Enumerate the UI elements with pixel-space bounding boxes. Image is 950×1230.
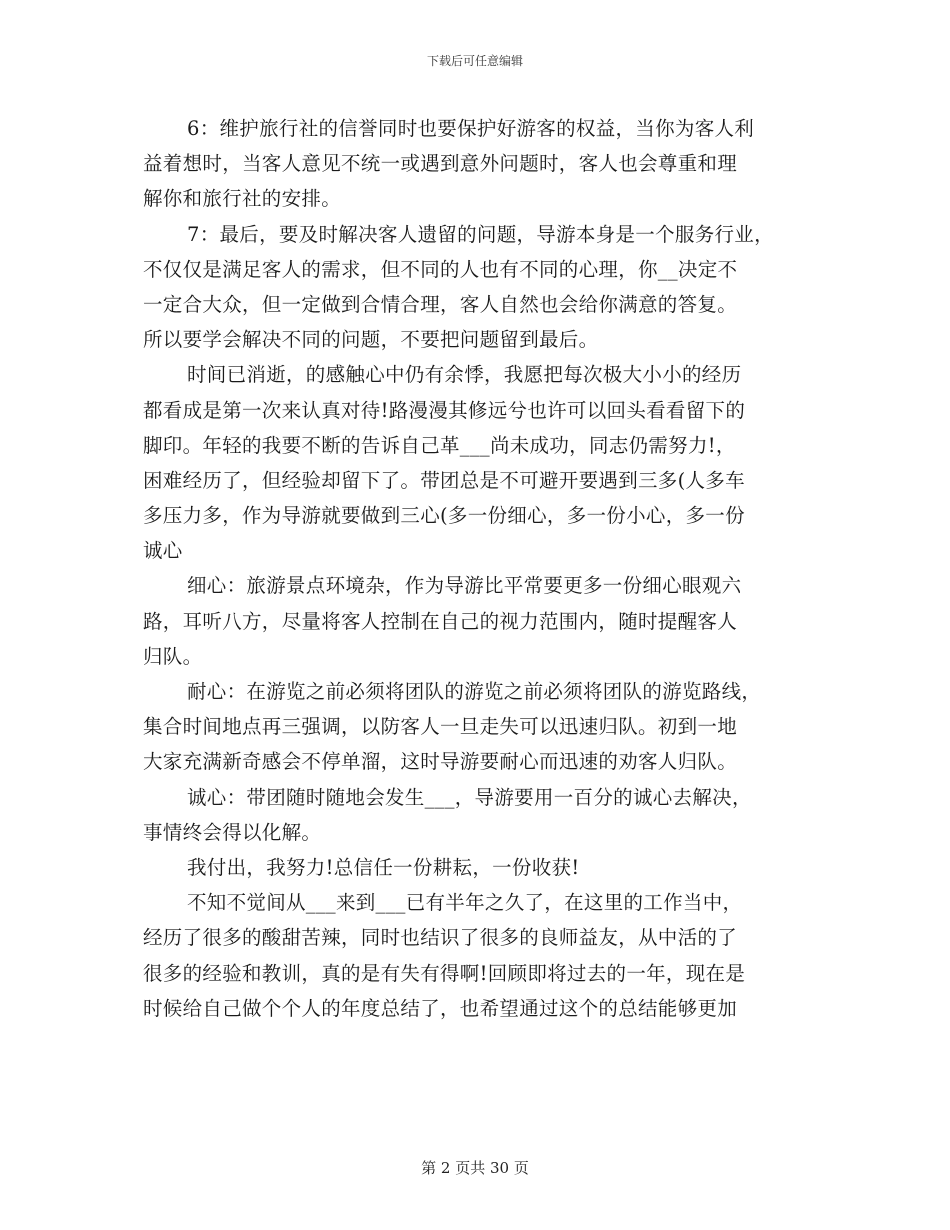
- page-header: 下载后可任意编辑: [426, 54, 523, 68]
- text-line: 路，耳听八方，尽量将客人控制在自己的视力范围内，随时提醒客人: [143, 609, 738, 633]
- text-line: 诚心: [143, 539, 183, 563]
- text-line: 诚心：带团随时随地会发生___，导游要用一百分的诚心去解决，: [187, 785, 752, 809]
- text-line: 不知不觉间从___来到___已有半年之久了，在这里的工作当中，: [187, 891, 743, 915]
- document-body: [143, 111, 807, 1026]
- text-line: 我付出，我努力!总信任一份耕耘，一份收获!: [187, 855, 580, 879]
- text-line: 6：维护旅行社的信誉同时也要保护好游客的权益，当你为客人利: [187, 117, 755, 140]
- text-line: 时间已消逝，的感触心中仍有余悸，我愿把每次极大小小的经历: [187, 363, 742, 387]
- text-line: 细心：旅游景点环境杂，作为导游比平常要更多一份细心眼观六: [187, 574, 742, 598]
- text-line: 困难经历了，但经验却留下了。带团总是不可避开要遇到三多(人多车: [143, 468, 745, 492]
- text-line: 很多的经验和教训，真的是有失有得啊!回顾即将过去的一年，现在是: [143, 961, 746, 985]
- text-line: 所以要学会解决不同的问题，不要把问题留到最后。: [143, 328, 599, 352]
- text-line: 大家充满新奇感会不停单溜，这时导游要耐心而迅速的劝客人归队。: [143, 750, 738, 774]
- text-line: 解你和旅行社的安排。: [143, 187, 342, 211]
- text-line: 一定合大众，但一定做到合情合理，客人自然也会给你满意的答复。: [143, 292, 738, 316]
- text-line: 多压力多，作为导游就要做到三心(多一份细心，多一份小心，多一份: [143, 504, 745, 528]
- text-line: 脚印。年轻的我要不断的告诉自己革___尚未成功，同志仍需努力!，: [143, 433, 736, 457]
- text-line: 时候给自己做个个人的年度总结了，也希望通过这个的总结能够更加: [143, 996, 738, 1020]
- text-line: 事情终会得以化解。: [143, 820, 322, 844]
- text-line: 7：最后，要及时解决客人遗留的问题，导游本身是一个服务行业，: [187, 222, 774, 246]
- text-line: 集合时间地点再三强调，以防客人一旦走失可以迅速归队。初到一地: [143, 715, 738, 739]
- text-line: 益着想时，当客人意见不统一或遇到意外问题时，客人也会尊重和理: [143, 152, 738, 176]
- text-line: 都看成是第一次来认真对待!路漫漫其修远兮也许可以回头看看留下的: [143, 398, 746, 422]
- page-number-footer: 第 2 页共 30 页: [421, 1159, 529, 1177]
- text-line: 耐心：在游览之前必须将团队的游览之前必须将团队的游览路线，: [187, 680, 762, 703]
- text-line: 经历了很多的酸甜苦辣，同时也结识了很多的良师益友，从中活的了: [143, 926, 738, 950]
- text-line: 不仅仅是满足客人的需求，但不同的人也有不同的心理，你__决定不: [143, 257, 738, 281]
- text-line: 归队。: [143, 644, 203, 668]
